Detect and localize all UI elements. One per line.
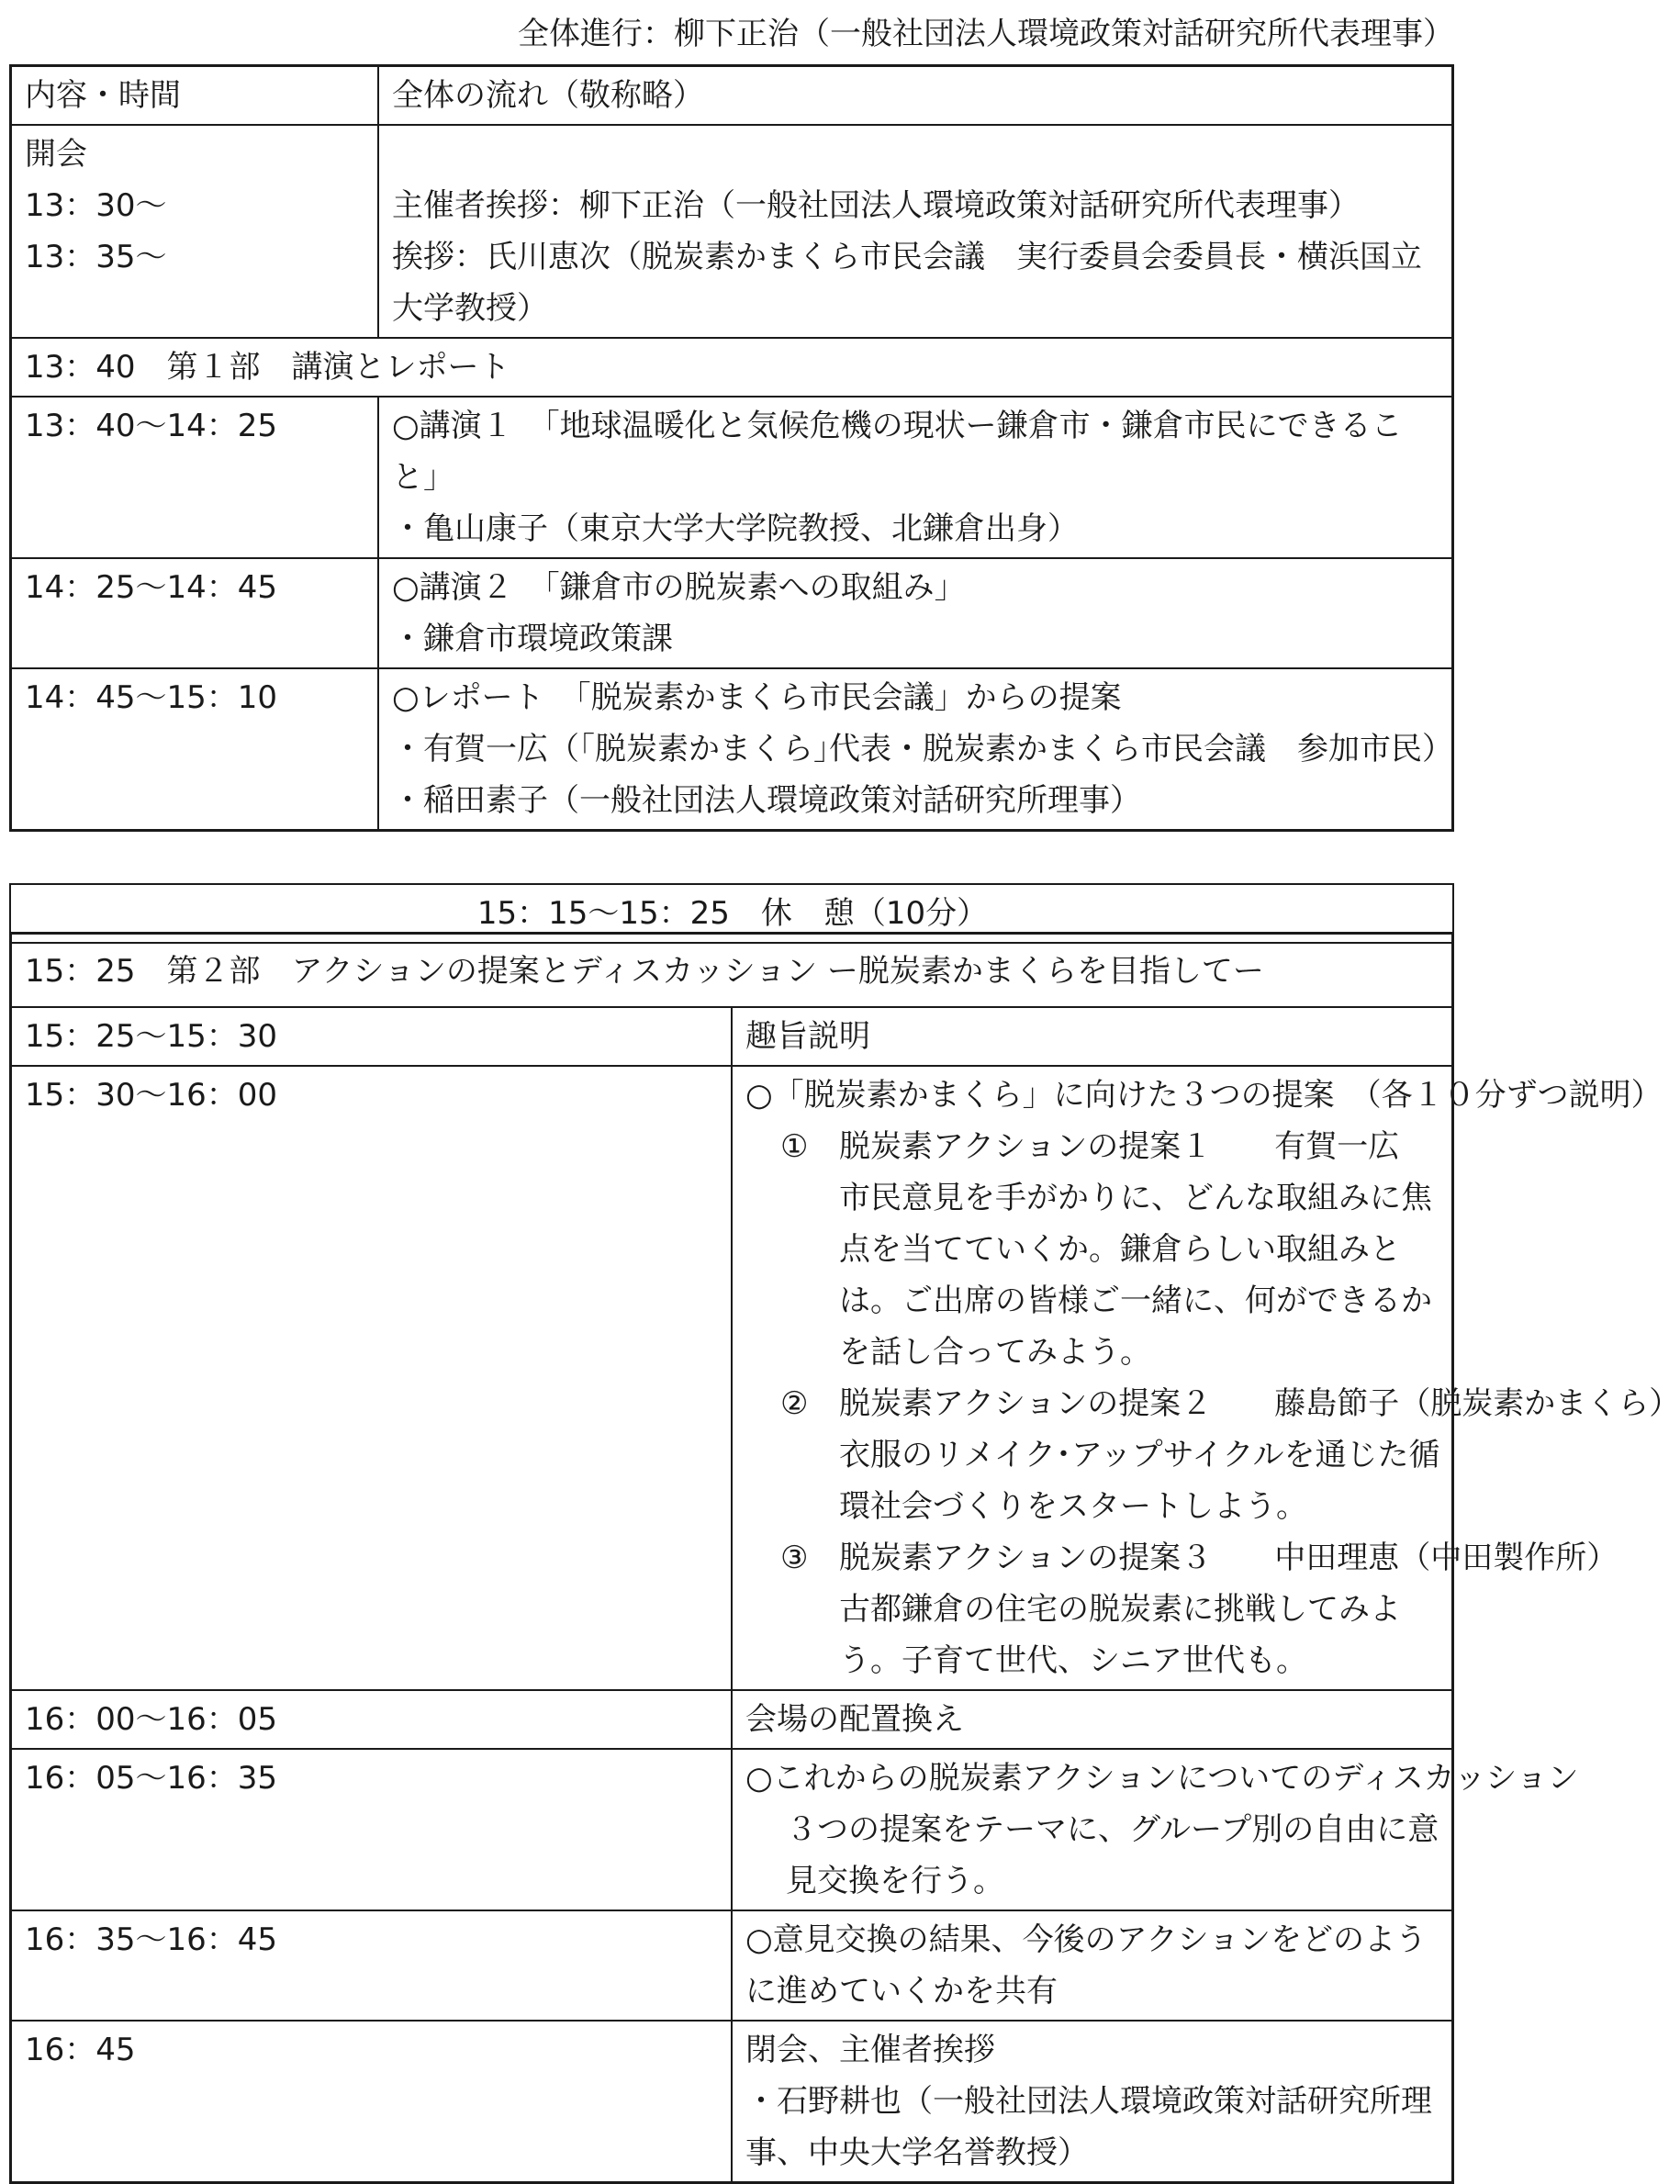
proposal-title: 脱炭素アクションの提案２ 藤島節子（脱炭素かまくら） <box>839 1385 1680 1422</box>
lecture2-title: ○講演２ 「鎌倉市の脱炭素への取組み」 <box>392 569 966 606</box>
report-speaker-2: ・稲田素子（一般社団法人環境政策対話研究所理事） <box>392 782 1141 819</box>
opening-times <box>11 125 379 338</box>
lecture2-time: 14：25〜14：45 <box>11 558 379 668</box>
discussion-time: 16：05〜16：35 <box>11 1749 733 1910</box>
lecture1-title: ○講演１ 「地球温暖化と気候危機の現状ー鎌倉市・鎌倉市民にできること」 <box>392 408 1403 496</box>
discussion-row <box>11 1749 1453 1910</box>
closing-title: 閉会、主催者挨拶 <box>745 2032 995 2068</box>
proposal-number: ② <box>780 1385 809 1422</box>
lecture1-speaker: ・亀山康子（東京大学大学院教授、北鎌倉出身） <box>392 510 1079 547</box>
program-table-part2 <box>9 932 1680 2184</box>
proposal-number: ① <box>780 1128 809 1165</box>
proposals-heading: ○「脱炭素かまくら」に向けた３つの提案 （各１０分ずつ説明） <box>745 1077 1663 1114</box>
intro-row <box>11 1007 1453 1066</box>
report-speaker-1: ・有賀一広（｢脱炭素かまくら｣代表・脱炭素かまくら市民会議 参加市民） <box>392 731 1453 767</box>
proposals-content <box>732 1066 1680 1690</box>
opening-label: 開会 <box>25 136 87 173</box>
sharing-time: 16：35〜16：45 <box>11 1910 733 2021</box>
closing-row <box>11 2021 1453 2183</box>
closing-content <box>732 2021 1453 2183</box>
part2-title: 15：25 第２部 アクションの提案とディスカッション ー脱炭素かまくらを目指してー <box>11 934 1453 1008</box>
lecture1-time: 13：40〜14：25 <box>11 397 379 558</box>
proposal-number: ③ <box>780 1540 809 1576</box>
sharing-text: ○意見交換の結果、今後のアクションをどのように進めていくかを共有 <box>732 1910 1453 2021</box>
break-text: 15：15〜15：25 休 憩（10分） <box>10 884 1453 943</box>
facilitator-note: 全体進行：柳下正治（一般社団法人環境政策対話研究所代表理事） <box>518 16 1454 52</box>
opening-row <box>11 125 1453 338</box>
header-flow-cell: 全体の流れ（敬称略） <box>378 66 1453 126</box>
discussion-heading: ○これからの脱炭素アクションについてのディスカッション <box>745 1760 1579 1797</box>
proposal-item <box>745 1121 1440 1378</box>
proposal-description: 古都鎌倉の住宅の脱炭素に挑戦してみよう。子育て世代、シニア世代も。 <box>839 1591 1401 1679</box>
lecture2-content <box>378 558 1453 668</box>
lecture2-speaker: ・鎌倉市環境政策課 <box>392 621 673 657</box>
part1-title: 13：40 第１部 講演とレポート <box>11 338 1453 397</box>
proposal-title: 脱炭素アクションの提案１ 有賀一広 <box>839 1128 1400 1165</box>
table-header-row <box>11 66 1453 126</box>
closing-time: 16：45 <box>11 2021 733 2183</box>
report-title: ○レポート 「脱炭素かまくら市民会議」からの提案 <box>392 679 1122 716</box>
part2-title-row <box>11 934 1453 1008</box>
opening-content <box>378 125 1453 338</box>
program-table-part1 <box>9 64 1454 832</box>
opening-time-1: 13：30〜 <box>25 187 167 224</box>
rearrange-text: 会場の配置換え <box>732 1690 1453 1749</box>
proposals-row <box>11 1066 1453 1690</box>
guest-greeting: 挨拶：氏川恵次（脱炭素かまくら市民会議 実行委員会委員長・横浜国立大学教授） <box>392 239 1422 327</box>
part1-title-row <box>11 338 1453 397</box>
host-greeting: 主催者挨拶：柳下正治（一般社団法人環境政策対話研究所代表理事） <box>392 187 1360 224</box>
report-content <box>378 668 1453 831</box>
proposals-time: 15：30〜16：00 <box>11 1066 733 1690</box>
closing-speaker: ・石野耕也（一般社団法人環境政策対話研究所理事、中央大学名誉教授） <box>745 2083 1432 2171</box>
report-row <box>11 668 1453 831</box>
proposal-item <box>745 1378 1680 1532</box>
lecture1-row <box>11 397 1453 558</box>
sharing-row <box>11 1910 1453 2021</box>
opening-time-2: 13：35〜 <box>25 239 167 275</box>
proposal-description: 衣服のリメイク･アップサイクルを通じた循環社会づくりをスタートしよう。 <box>839 1437 1440 1525</box>
discussion-content <box>732 1749 1579 1910</box>
intro-text: 趣旨説明 <box>732 1007 1453 1066</box>
rearrange-row <box>11 1690 1453 1749</box>
rearrange-time: 16：00〜16：05 <box>11 1690 733 1749</box>
lecture1-content <box>378 397 1453 558</box>
proposal-description: 市民意見を手がかりに、どんな取組みに焦点を当てていくか。鎌倉らしい取組みとは。ご出席の皆様ご一緒に、何ができるかを話し合ってみよう。 <box>839 1180 1432 1371</box>
discussion-detail: ３つの提案をテーマに、グループ別の自由に意見交換を行う。 <box>786 1811 1439 1899</box>
intro-time: 15：25〜15：30 <box>11 1007 733 1066</box>
proposal-title: 脱炭素アクションの提案３ 中田理恵（中田製作所） <box>839 1540 1618 1576</box>
header-time-cell: 内容・時間 <box>11 66 379 126</box>
report-time: 14：45〜15：10 <box>11 668 379 831</box>
proposal-item <box>745 1532 1618 1686</box>
lecture2-row <box>11 558 1453 668</box>
